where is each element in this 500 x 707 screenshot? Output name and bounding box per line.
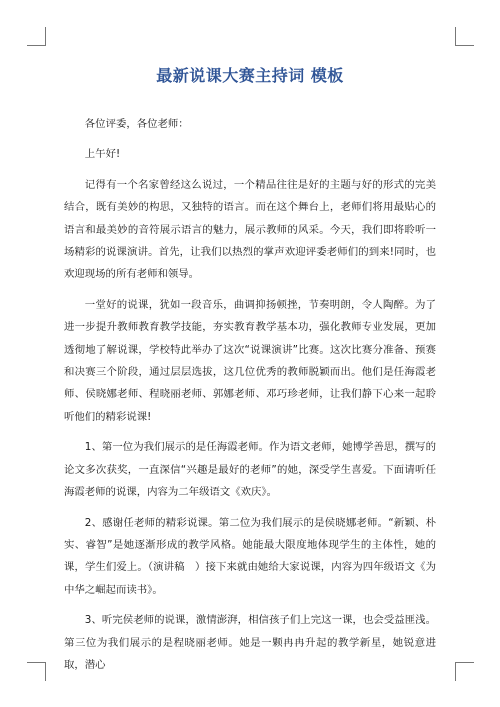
crop-mark-bottom-left [27,662,46,681]
paragraph-contest: 一堂好的说课，犹如一段音乐，曲调抑扬顿挫，节奏明朗，令人陶醉。为了进一步提升教师教育教学技能，夯实教育教学基本功，强化教师专业发展，更加透彻地了解说课，学校特此举办了这次“说课演讲”比赛。这次比赛分准备、预赛和决赛三个阶段，通过层层选拔，这几位优秀的教师脱颖而出。他们是任海霞老师、侯晓娜老师、程晓丽老师、郭娜老师、邓巧珍老师，让我们静下心来一起聆听他们的精彩说课! [64,298,436,423]
crop-mark-top-left [27,27,46,46]
paragraph-speaker-1: 1、第一位为我们展示的是任海霞老师。作为语文老师，她博学善思，撰写的论文多次获奖，一直深信“兴趣是最好的老师”的她，深受学生喜爱。下面请听任海霞老师的说课，内容为二年级语文《欢庆》。 [64,441,436,499]
paragraph-intro: 记得有一个名家曾经这么说过，一个精品往往是好的主题与好的形式的完美结合，既有美妙的构思，又独特的语言。而在这个舞台上，老师们将用最贴心的语言和最美妙的音符展示语言的魅力，展示教师的风采。今天，我们即将聆听一场精彩的说课演讲。首先，让我们以热烈的掌声欢迎评委老师们的到来!同时，也欢迎现场的所有老师和领导。 [64,178,436,281]
paragraph-speaker-2: 2、感谢任老师的精彩说课。第二位为我们展示的是侯晓娜老师。“新颖、朴实、睿智”是她逐渐形成的教学风格。她能最大限度地体现学生的主体性，她的课，学生们爱上。（演讲稿 ）接下来就由她给大家说课，内容为四年级语文《为中华之崛起而读书》。 [64,516,436,596]
salutation: 各位评委，各位老师： [84,118,189,130]
document-title: 最新说课大赛主持词 模板 [156,66,344,85]
greeting: 上午好! [84,148,121,161]
crop-mark-bottom-right [455,662,474,681]
crop-mark-top-right [455,27,474,46]
document-body [64,113,436,676]
paragraph-speaker-3: 3、听完侯老师的说课，激情澎湃，相信孩子们上完这一课，也会受益匪浅。第三位为我们展示的是程晓丽老师。她是一颗冉冉升起的教学新星，她锐意进取，潜心 [64,614,436,671]
